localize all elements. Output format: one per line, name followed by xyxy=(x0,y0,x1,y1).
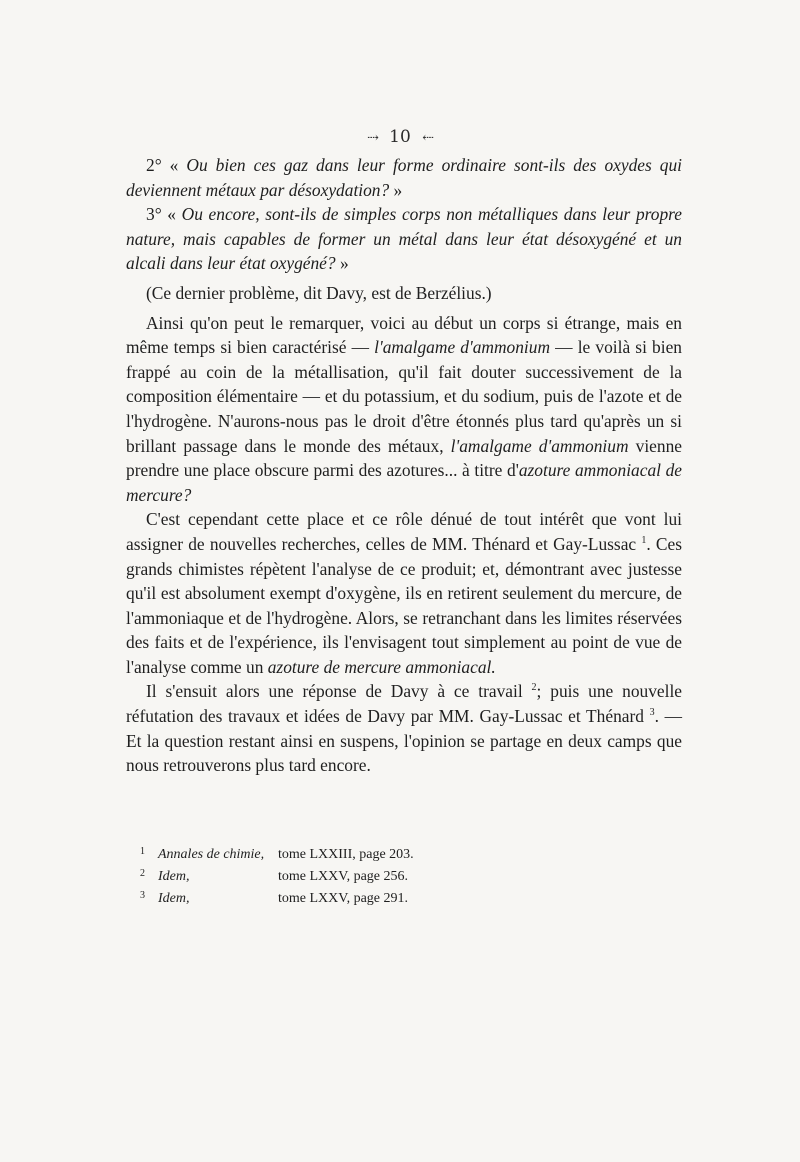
paragraph xyxy=(126,281,682,306)
text-segment: l'amalgame d'ammonium xyxy=(374,337,551,358)
footnote-ref: 2 xyxy=(531,682,537,694)
paragraph xyxy=(126,202,682,276)
text-segment: vienne prendre une place obscure parmi des azotures... à titre d' xyxy=(126,435,682,481)
text-segment: . — Et la question restant ainsi en suspens, l'opinion se partage en deux camps que nous retrouverons plus tard encore. xyxy=(126,706,682,776)
text-segment: » xyxy=(389,179,403,200)
paragraph xyxy=(126,507,682,679)
text-segment: Ainsi qu'on peut le remarquer, voici au début un corps si étrange, mais en même temps si bien caractérisé — xyxy=(126,312,682,358)
paragraph xyxy=(126,153,682,202)
footnote-ref: 1 xyxy=(641,534,647,546)
footnote xyxy=(140,866,590,888)
paragraph xyxy=(126,311,682,508)
text-segment: azoture ammoniacal de mercure? xyxy=(126,460,682,505)
footnote-reference: tome LXXV, page 256. xyxy=(278,869,408,884)
text-segment: (Ce dernier problème, dit Davy, est de Berzélius.) xyxy=(146,282,492,303)
text-segment: azoture de mercure ammoniacal. xyxy=(267,656,496,677)
text-segment: 3° « xyxy=(146,204,182,225)
footnote-number: 2 xyxy=(140,868,145,879)
text-segment: » xyxy=(335,253,349,274)
text-segment: . Ces grands chimistes répètent l'analyse de ce produit; et, démontrant avec justesse qu'il est absolument exempt d'oxygène, ils en retirent seulement du mercure, de l'ammoniaque et de l'hydrogène. Alors, se retranchant dans les limites réservées des faits et de l'expérience, ils l'envisagent tout simplement au point de vue de l'analyse comme un xyxy=(126,533,682,677)
footnote-ref: 3 xyxy=(649,707,655,719)
footnote-reference: tome LXXIII, page 203. xyxy=(278,847,414,862)
footnote-source: Idem, xyxy=(158,891,190,906)
text-segment: l'amalgame d'ammonium xyxy=(450,435,629,456)
footnote-number: 3 xyxy=(140,890,145,901)
left-ornament-icon: ⇢ xyxy=(367,130,378,146)
right-ornament-icon: ⇠ xyxy=(422,130,433,146)
page-number: 10 xyxy=(389,127,411,147)
page-header xyxy=(0,127,800,147)
footnote xyxy=(140,844,590,866)
text-segment: ; puis une nouvelle réfutation des travaux et idées de Davy par MM. Gay-Lussac et Thénard xyxy=(126,681,683,727)
footnote-source: Idem, xyxy=(158,869,190,884)
footnotes xyxy=(140,844,590,910)
footnote-source: Annales de chimie, xyxy=(158,847,265,862)
text-segment: Ou encore, sont-ils de simples corps non métalliques dans leur propre nature, mais capables de former un métal dans leur état désoxygéné et un alcali dans leur état oxygéné? xyxy=(126,204,682,274)
paragraph xyxy=(126,679,682,777)
footnote xyxy=(140,888,590,910)
text-segment: C'est cependant cette place et ce rôle dénué de tout intérêt que vont lui assigner de nouvelles recherches, celles de MM. Thénard et Gay-Lussac xyxy=(126,509,682,554)
text-segment: — le voilà si bien frappé au coin de la métallisation, qu'il fait douter successivement de la composition élémentaire — et du potassium, et du sodium, puis de l'azote et de l'hydrogène. N'aurons-nous pas le droit d'être étonnés plus tard qu'après un si brillant passage dans le monde des métaux, xyxy=(126,337,682,456)
footnote-reference: tome LXXV, page 291. xyxy=(278,891,408,906)
text-segment: 2° « xyxy=(146,155,187,175)
body-text xyxy=(126,153,682,778)
text-segment: Il s'ensuit alors une réponse de Davy à ce travail xyxy=(146,681,532,702)
footnote-number: 1 xyxy=(140,846,145,857)
text-segment: Ou bien ces gaz dans leur forme ordinaire sont-ils des oxydes qui deviennent métaux par désoxydation? xyxy=(126,155,682,200)
